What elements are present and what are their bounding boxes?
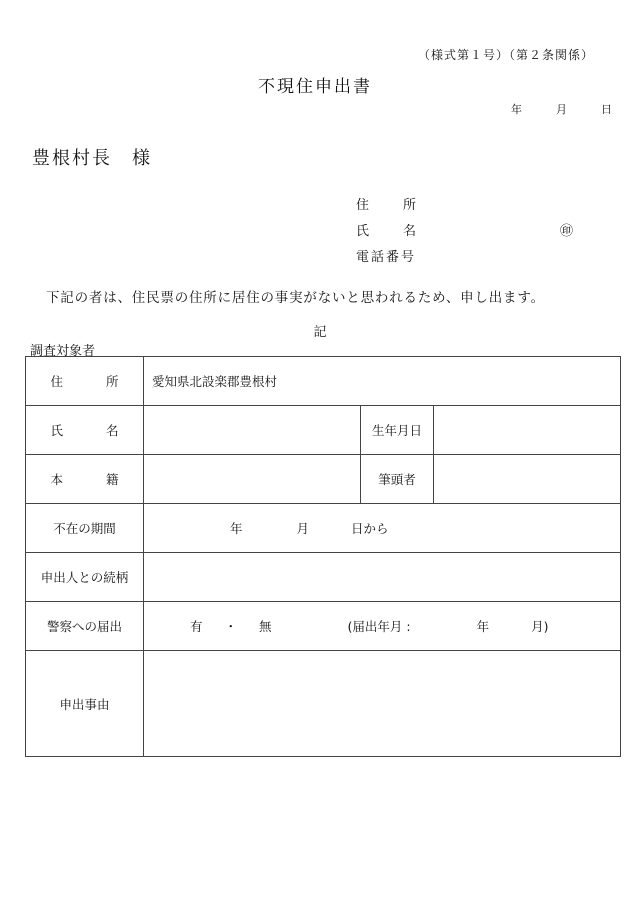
page-title: 不現住申出書 (258, 77, 372, 97)
table-row-relation (26, 553, 621, 602)
date-month: 月 (556, 103, 567, 116)
form-number-note: （様式第１号）（第２条関係） (417, 48, 594, 62)
absence-from: 日から (351, 521, 389, 536)
address-label-char-1: 住 (50, 374, 64, 389)
name-label-cell (26, 406, 144, 455)
police-date-label: (届出年月 : (347, 619, 411, 634)
addressee: 豊根村長 様 (32, 148, 152, 169)
honseki-label-char-2: 籍 (105, 472, 119, 487)
subject-table (25, 356, 621, 757)
table-row-address (26, 357, 621, 406)
applicant-address-label (356, 194, 416, 213)
applicant-name-label (356, 220, 416, 239)
ki-heading: 記 (313, 325, 327, 340)
honseki-label-cell (26, 455, 144, 504)
table-row-honseki (26, 455, 621, 504)
absence-year: 年 (230, 521, 243, 536)
head-label-cell: 筆頭者 (361, 455, 434, 504)
applicant-address-char-2: 所 (402, 198, 416, 213)
subject-label: 調査対象者 (30, 344, 96, 359)
table-row-absence (26, 504, 621, 553)
address-label-char-2: 所 (105, 374, 119, 389)
honseki-value-cell[interactable] (144, 455, 361, 504)
reason-label-cell: 申出事由 (26, 651, 144, 757)
address-value-cell[interactable]: 愛知県北設楽郡豊根村 (144, 357, 621, 406)
name-label-char-1: 氏 (50, 423, 64, 438)
birthdate-value-cell[interactable] (434, 406, 621, 455)
table-row-reason (26, 651, 621, 757)
table-row-police (26, 602, 621, 651)
birthdate-label-cell: 生年月日 (361, 406, 434, 455)
honseki-label-char-1: 本 (50, 472, 64, 487)
police-year: 年 (476, 619, 490, 634)
date-line (511, 101, 612, 117)
police-value-cell[interactable] (144, 602, 621, 651)
applicant-name-char-2: 名 (402, 224, 416, 239)
absence-label-cell: 不在の期間 (26, 504, 144, 553)
police-label-cell: 警察への届出 (26, 602, 144, 651)
applicant-address-char-1: 住 (356, 198, 370, 213)
head-value-cell[interactable] (434, 455, 621, 504)
relation-label-cell: 申出人との続柄 (26, 553, 144, 602)
police-yes[interactable]: 有 (190, 619, 203, 634)
seal-mark: ㊞ (560, 224, 574, 239)
statement-text: 下記の者は、住民票の住所に居住の事実がないと思われるため、申し出ます。 (46, 290, 545, 306)
absence-month: 月 (296, 521, 310, 536)
police-month: 月) (531, 619, 549, 634)
reason-value-cell[interactable] (144, 651, 621, 757)
applicant-name-char-1: 氏 (356, 224, 370, 239)
address-label-cell (26, 357, 144, 406)
police-no[interactable]: 無 (259, 619, 272, 634)
date-year: 年 (511, 103, 522, 116)
applicant-phone-label: 電話番号 (356, 250, 417, 265)
name-label-char-2: 名 (105, 423, 119, 438)
name-value-cell[interactable] (144, 406, 361, 455)
absence-value-cell[interactable] (144, 504, 621, 553)
date-day: 日 (601, 103, 612, 116)
police-dot: ・ (224, 619, 238, 634)
relation-value-cell[interactable] (144, 553, 621, 602)
table-row-name (26, 406, 621, 455)
